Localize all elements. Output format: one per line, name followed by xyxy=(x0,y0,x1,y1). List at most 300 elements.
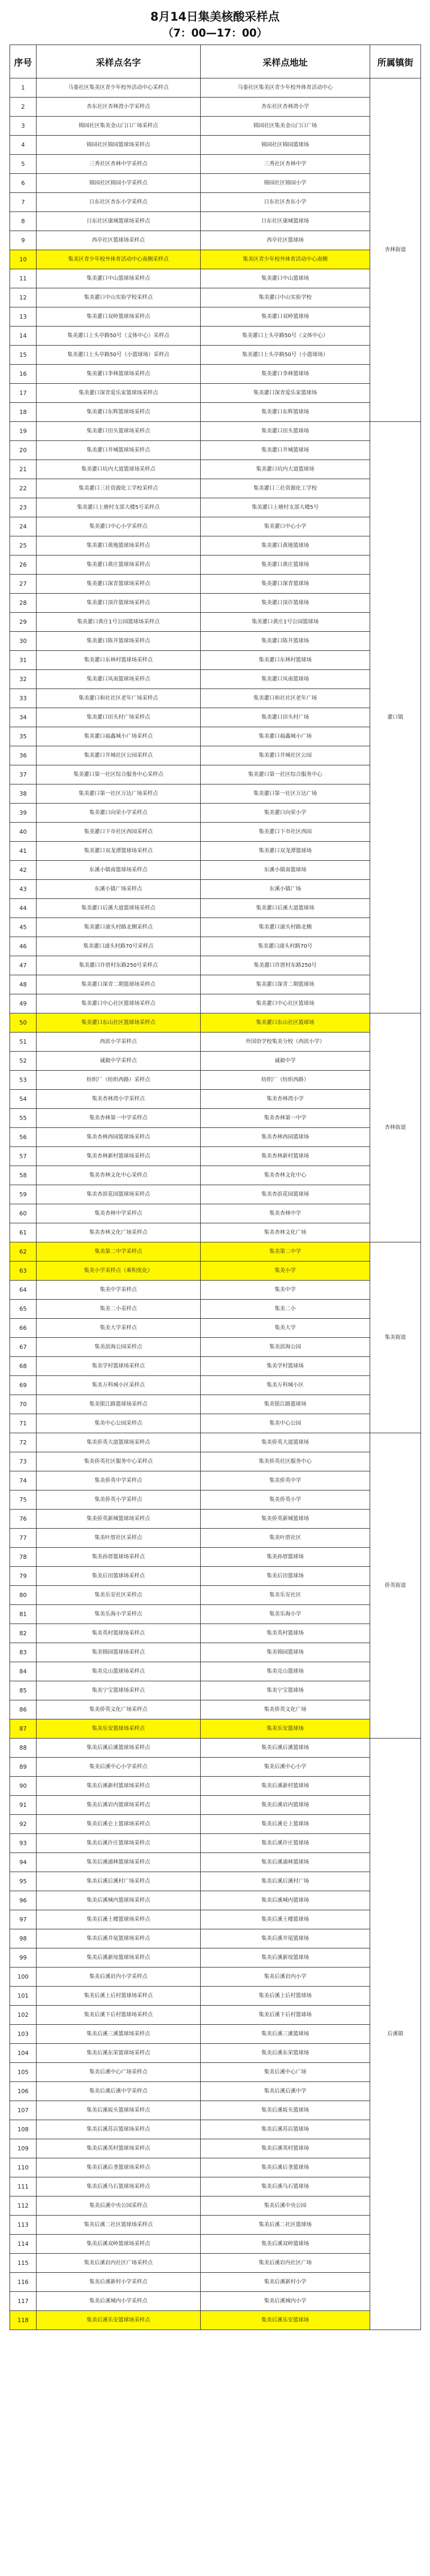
row-number: 92 xyxy=(10,1815,37,1834)
site-name: 集美灌口中心社区篮球场采样点 xyxy=(37,994,201,1013)
table-row xyxy=(10,632,421,651)
row-number: 84 xyxy=(10,1662,37,1681)
site-name: 集美灌口上头亭路50号（文体中心）采样点 xyxy=(37,327,201,346)
row-number: 100 xyxy=(10,1968,37,1987)
table-row xyxy=(10,536,421,555)
site-address: 集美杏林中学 xyxy=(201,1204,370,1223)
row-number: 52 xyxy=(10,1052,37,1071)
row-number: 90 xyxy=(10,1777,37,1796)
site-address: 集美乐安篮球场 xyxy=(201,1719,370,1739)
page-title: 8月14日集美核酸采样点 xyxy=(150,11,280,24)
row-number: 70 xyxy=(10,1395,37,1414)
table-row xyxy=(10,1052,421,1071)
table-row xyxy=(10,307,421,327)
table-row xyxy=(10,422,421,441)
site-address: 集美后溪岩内小学 xyxy=(201,1968,370,1987)
site-name: 集美滨海公园采样点 xyxy=(37,1338,201,1357)
site-name: 集美后溪坂头篮球场采样点 xyxy=(37,2101,201,2120)
table-row xyxy=(10,403,421,422)
site-address: 集美后溪中心广场 xyxy=(201,2063,370,2082)
table-row xyxy=(10,1033,421,1052)
site-name: 集美灌口顶许篮球场采样点 xyxy=(37,594,201,613)
site-address: 纺织厂（纺织西路） xyxy=(201,1071,370,1090)
site-name: 集美杏林文化广场采样点 xyxy=(37,1223,201,1242)
site-address: 集美后溪三溪篮球场 xyxy=(201,2025,370,2044)
site-name: 集美第二中学采样点 xyxy=(37,1242,201,1261)
town-cell: 灌口镇 xyxy=(370,422,421,1013)
site-address: 集美后溪苏店篮球场 xyxy=(201,2120,370,2139)
site-address: 集美后溪新垵篮球场 xyxy=(201,1948,370,1968)
row-number: 80 xyxy=(10,1586,37,1605)
table-row xyxy=(10,2063,421,2082)
row-number: 108 xyxy=(10,2120,37,2139)
table-row xyxy=(10,1433,421,1452)
row-number: 112 xyxy=(10,2196,37,2216)
site-address: 集美灌口田头村广场 xyxy=(201,708,370,727)
site-name: 集美灌口中山篮球场采样点 xyxy=(37,269,201,288)
site-address: 集美后溪岩内篮球场 xyxy=(201,1796,370,1815)
site-address: 集美灌口东山社区篮球场 xyxy=(201,1013,370,1033)
row-number: 109 xyxy=(10,2139,37,2158)
site-address: 诚毅中学 xyxy=(201,1052,370,1071)
table-row xyxy=(10,2177,421,2196)
row-number: 87 xyxy=(10,1719,37,1739)
row-number: 2 xyxy=(10,98,37,117)
row-number: 60 xyxy=(10,1204,37,1223)
site-name: 集美后溪苏店篮球场采样点 xyxy=(37,2120,201,2139)
site-address: 集美后溪后溪村广场 xyxy=(201,1872,370,1891)
site-address: 集美侨英社区服务中心 xyxy=(201,1452,370,1471)
row-number: 107 xyxy=(10,2101,37,2120)
site-name: 集美后溪三溪篮球场采样点 xyxy=(37,2025,201,2044)
site-name: 集美英村篮球场采样点 xyxy=(37,1624,201,1643)
row-number: 106 xyxy=(10,2082,37,2101)
table-row xyxy=(10,1185,421,1204)
table-row xyxy=(10,1510,421,1529)
table-row xyxy=(10,1204,421,1223)
table-row xyxy=(10,346,421,365)
row-number: 116 xyxy=(10,2273,37,2292)
table-row xyxy=(10,441,421,460)
site-name: 集美乐安篮球场采样点 xyxy=(37,1719,201,1739)
site-address: 集美侨英大道篮球场 xyxy=(201,1433,370,1452)
site-name: 集美杏林西园篮球场采样点 xyxy=(37,1128,201,1147)
row-number: 47 xyxy=(10,956,37,975)
row-number: 14 xyxy=(10,327,37,346)
row-number: 41 xyxy=(10,842,37,861)
site-address: 集美后溪后溪中学 xyxy=(201,2082,370,2101)
site-name: 集美灌口田头村广场采样点 xyxy=(37,708,201,727)
row-number: 114 xyxy=(10,2235,37,2254)
site-name: 集美乐安社区采样点 xyxy=(37,1586,201,1605)
site-name: 集美灌口双岭篮球场采样点 xyxy=(37,307,201,327)
site-address: 集美灌口深青篮球场 xyxy=(201,575,370,594)
site-name: 集美侨英社区服务中心采样点 xyxy=(37,1452,201,1471)
row-number: 98 xyxy=(10,1929,37,1948)
row-number: 79 xyxy=(10,1567,37,1586)
site-name: 日东社区杏东小学采样点 xyxy=(37,193,201,212)
row-number: 31 xyxy=(10,651,37,670)
row-number: 91 xyxy=(10,1796,37,1815)
site-address: 集美灌口黄庄篮球场 xyxy=(201,555,370,575)
site-name: 集美侨英大道篮球场采样点 xyxy=(37,1433,201,1452)
site-name: 杏东社区杏林湾小学采样点 xyxy=(37,98,201,117)
row-number: 44 xyxy=(10,899,37,918)
table-row xyxy=(10,613,421,632)
site-name: 集美后溪许庄篮球场采样点 xyxy=(37,1834,201,1853)
site-address: 集美灌口福鑫城小广场 xyxy=(201,727,370,746)
table-row xyxy=(10,2292,421,2311)
site-name: 集美杏滨花园篮球场采样点 xyxy=(37,1185,201,1204)
site-name: 集美后溪岩内小学采样点 xyxy=(37,1968,201,1987)
site-address: 集美后溪乌石篮球场 xyxy=(201,2177,370,2196)
row-number: 99 xyxy=(10,1948,37,1968)
site-address: 集美后溪井尾篮球场 xyxy=(201,1929,370,1948)
row-number: 85 xyxy=(10,1681,37,1700)
row-number: 88 xyxy=(10,1739,37,1758)
site-address: 集美叶厝社区 xyxy=(201,1529,370,1548)
site-name: 集美后溪中央公园采样点 xyxy=(37,2196,201,2216)
table-row xyxy=(10,269,421,288)
table-row xyxy=(10,880,421,899)
row-number: 73 xyxy=(10,1452,37,1471)
table-row xyxy=(10,1109,421,1128)
row-number: 118 xyxy=(10,2311,37,2330)
table-row xyxy=(10,1605,421,1624)
table-row xyxy=(10,1891,421,1910)
site-address: 集美后溪岩内社区广场 xyxy=(201,2254,370,2273)
site-address: 集美小学 xyxy=(201,1261,370,1281)
table-row xyxy=(10,1643,421,1662)
site-address: 集美灌口东辉篮球场 xyxy=(201,403,370,422)
row-number: 23 xyxy=(10,498,37,517)
site-address: 集美侨英小学 xyxy=(201,1490,370,1510)
site-name: 集美后溪新村篮球场采样点 xyxy=(37,1777,201,1796)
table-row xyxy=(10,899,421,918)
table-row xyxy=(10,78,421,98)
site-address: 马銮社区集美区青少年校外体育活动中心 xyxy=(201,78,370,98)
site-address: 集美后溪新村篮球场 xyxy=(201,1777,370,1796)
table-row xyxy=(10,555,421,575)
site-name: 集美后溪中心广场采样点 xyxy=(37,2063,201,2082)
site-name: 锦园社区锦园小学采样点 xyxy=(37,174,201,193)
table-row xyxy=(10,1700,421,1719)
site-name: 集美后溪岩内篮球场采样点 xyxy=(37,1796,201,1815)
site-address: 集美杏林西园篮球场 xyxy=(201,1128,370,1147)
row-number: 49 xyxy=(10,994,37,1013)
table-row xyxy=(10,975,421,994)
site-name: 集美侨英中学采样点 xyxy=(37,1471,201,1490)
site-name: 集美灌口上塘村支部大楼5号采样点 xyxy=(37,498,201,517)
site-name: 集美灌口福鑫城小广场采样点 xyxy=(37,727,201,746)
site-address: 集美侨英新城篮球场 xyxy=(201,1510,370,1529)
table-row xyxy=(10,1586,421,1605)
site-address: 集美后溪城内篮球场 xyxy=(201,1891,370,1910)
row-number: 55 xyxy=(10,1109,37,1128)
site-name: 集美灌口深青篮球场采样点 xyxy=(37,575,201,594)
table-row xyxy=(10,2196,421,2216)
site-address: 日东社区康城篮球场 xyxy=(201,212,370,231)
row-number: 4 xyxy=(10,136,37,155)
site-address: 集美灌口第一社区综合服务中心 xyxy=(201,765,370,784)
site-address: 集美后溪中心小学 xyxy=(201,1758,370,1777)
row-number: 26 xyxy=(10,555,37,575)
site-address: 集美侨英中学 xyxy=(201,1471,370,1490)
row-number: 8 xyxy=(10,212,37,231)
site-address: 集美灌口三社资源化工学校 xyxy=(201,479,370,498)
row-number: 45 xyxy=(10,918,37,937)
site-name: 集美灌口东山社区篮球场采样点 xyxy=(37,1013,201,1033)
site-address: 集美学村篮球场 xyxy=(201,1357,370,1376)
site-name: 集美杏林中学采样点 xyxy=(37,1204,201,1223)
table-row xyxy=(10,1529,421,1548)
site-name: 集美后溪乐安篮球场采样点 xyxy=(37,2311,201,2330)
site-address: 锦园社区锦园小学 xyxy=(201,174,370,193)
row-number: 17 xyxy=(10,384,37,403)
row-number: 103 xyxy=(10,2025,37,2044)
site-address: 集美后溪土楼篮球场 xyxy=(201,1910,370,1929)
row-number: 13 xyxy=(10,307,37,327)
site-name: 集美灌口深青爱乐家篮球场采样点 xyxy=(37,384,201,403)
site-address: 集美区青少年校外体育活动中心南侧 xyxy=(201,250,370,269)
site-address: 集美灌口双岭篮球场 xyxy=(201,307,370,327)
site-name: 集美后溪英村篮球场采样点 xyxy=(37,2139,201,2158)
table-row xyxy=(10,1681,421,1700)
row-number: 64 xyxy=(10,1281,37,1300)
site-name: 集美灌口陈井篮球场采样点 xyxy=(37,632,201,651)
table-row xyxy=(10,1662,421,1681)
site-name: 诚毅中学采样点 xyxy=(37,1052,201,1071)
row-number: 1 xyxy=(10,78,37,98)
site-name: 集美二小采样点 xyxy=(37,1300,201,1319)
site-address: 东溪小镇广场 xyxy=(201,880,370,899)
row-number: 66 xyxy=(10,1319,37,1338)
site-address: 集美灌口许厝村东路250号 xyxy=(201,956,370,975)
site-address: 外国语学校集美分校（西滨小学） xyxy=(201,1033,370,1052)
site-name: 集美灌口第一社区综合服务中心采样点 xyxy=(37,765,201,784)
site-name: 三秀社区杏林中学采样点 xyxy=(37,155,201,174)
row-number: 115 xyxy=(10,2254,37,2273)
col-header-no: 序号 xyxy=(10,45,37,78)
site-name: 集美侨英新城篮球场采样点 xyxy=(37,1510,201,1529)
site-name: 日东社区康城篮球场采样点 xyxy=(37,212,201,231)
site-address: 集美后溪后溪篮球场 xyxy=(201,1739,370,1758)
site-name: 集美中心公园采样点 xyxy=(37,1414,201,1433)
site-name: 锦园社区锦园篮球场采样点 xyxy=(37,136,201,155)
site-name: 集美灌口深青二期篮球场采样点 xyxy=(37,975,201,994)
row-number: 104 xyxy=(10,2044,37,2063)
table-row xyxy=(10,174,421,193)
row-number: 7 xyxy=(10,193,37,212)
site-address: 集美灌口田头篮球场 xyxy=(201,422,370,441)
table-row xyxy=(10,1834,421,1853)
table-row xyxy=(10,1968,421,1987)
site-address: 集美杏滨花园篮球场 xyxy=(201,1185,370,1204)
site-name: 集美灌口中山实验学校采样点 xyxy=(37,288,201,307)
site-address: 集美后溪中央公园 xyxy=(201,2196,370,2216)
table-row xyxy=(10,1929,421,1948)
table-row xyxy=(10,288,421,307)
row-number: 89 xyxy=(10,1758,37,1777)
row-number: 25 xyxy=(10,536,37,555)
row-number: 20 xyxy=(10,441,37,460)
table-row xyxy=(10,670,421,689)
site-name: 集美灌口许厝村东路250号采样点 xyxy=(37,956,201,975)
row-number: 96 xyxy=(10,1891,37,1910)
site-address: 集美杏林新村篮球场 xyxy=(201,1147,370,1166)
town-cell: 集美街道 xyxy=(370,1242,421,1433)
table-row xyxy=(10,2006,421,2025)
site-address: 集美灌口陈井篮球场 xyxy=(201,632,370,651)
row-number: 82 xyxy=(10,1624,37,1643)
table-row xyxy=(10,1414,421,1433)
site-name: 集美后溪仑上篮球场采样点 xyxy=(37,1815,201,1834)
table-row xyxy=(10,1090,421,1109)
table-row xyxy=(10,1261,421,1281)
table-row xyxy=(10,1147,421,1166)
row-number: 69 xyxy=(10,1376,37,1395)
table-row xyxy=(10,1948,421,1968)
table-row xyxy=(10,1281,421,1300)
site-name: 集美灌口后溪大道篮球场采样点 xyxy=(37,899,201,918)
site-address: 集美后溪英村篮球场 xyxy=(201,2139,370,2158)
row-number: 5 xyxy=(10,155,37,174)
site-address: 集美中学 xyxy=(201,1281,370,1300)
row-number: 19 xyxy=(10,422,37,441)
table-row xyxy=(10,365,421,384)
site-address: 集美中心公园 xyxy=(201,1414,370,1433)
row-number: 111 xyxy=(10,2177,37,2196)
row-number: 38 xyxy=(10,784,37,804)
site-name: 集美后溪新村小学采样点 xyxy=(37,2273,201,2292)
site-address: 集美后溪后垄篮球场 xyxy=(201,2158,370,2177)
site-address: 西亭社区篮球场 xyxy=(201,231,370,250)
site-address: 集美灌口双龙潭篮球场 xyxy=(201,842,370,861)
table-row xyxy=(10,1853,421,1872)
table-row xyxy=(10,842,421,861)
table-row xyxy=(10,594,421,613)
site-address: 集美灌口中心社区篮球场 xyxy=(201,994,370,1013)
row-number: 39 xyxy=(10,804,37,823)
site-address: 集美灌口黄地篮球场 xyxy=(201,536,370,555)
site-name: 集美银江路篮球场采样点 xyxy=(37,1395,201,1414)
site-name: 集美后溪浦林篮球场采样点 xyxy=(37,1853,201,1872)
row-number: 102 xyxy=(10,2006,37,2025)
site-address: 集美灌口下市社区西园 xyxy=(201,823,370,842)
table-row xyxy=(10,2311,421,2330)
row-number: 63 xyxy=(10,1261,37,1281)
site-name: 东溪小镇南篮球场采样点 xyxy=(37,861,201,880)
site-address: 集美孙厝篮球场 xyxy=(201,1548,370,1567)
row-number: 24 xyxy=(10,517,37,536)
table-row xyxy=(10,1376,421,1395)
site-name: 集美大学采样点 xyxy=(37,1319,201,1338)
site-name: 集美灌口东辉篮球场采样点 xyxy=(37,403,201,422)
site-name: 集美灌口李林篮球场采样点 xyxy=(37,365,201,384)
table-row xyxy=(10,1223,421,1242)
row-number: 97 xyxy=(10,1910,37,1929)
row-number: 53 xyxy=(10,1071,37,1090)
table-row xyxy=(10,1452,421,1471)
site-name: 集美后溪二社区篮球场采样点 xyxy=(37,2216,201,2235)
row-number: 81 xyxy=(10,1605,37,1624)
table-row xyxy=(10,2158,421,2177)
row-number: 15 xyxy=(10,346,37,365)
table-row xyxy=(10,746,421,765)
site-name: 马銮社区集美区青少年校外活动中心采样点 xyxy=(37,78,201,98)
site-address: 锦园社区集美金山门口广场 xyxy=(201,117,370,136)
site-name: 集美后溪上后村篮球场采样点 xyxy=(37,1987,201,2006)
row-number: 86 xyxy=(10,1700,37,1719)
site-address: 集美后溪浦林篮球场 xyxy=(201,1853,370,1872)
site-name: 集美灌口黄庄篮球场采样点 xyxy=(37,555,201,575)
site-address: 集美滨海公园 xyxy=(201,1338,370,1357)
town-cell: 杏林街道 xyxy=(370,1013,421,1242)
site-address: 集美杏林湾小学 xyxy=(201,1090,370,1109)
site-name: 集美后溪中心小学采样点 xyxy=(37,1758,201,1777)
row-number: 40 xyxy=(10,823,37,842)
site-address: 集美后溪上后村篮球场 xyxy=(201,1987,370,2006)
site-address: 集美灌口井城篮球场 xyxy=(201,441,370,460)
table-row xyxy=(10,2101,421,2120)
row-number: 93 xyxy=(10,1834,37,1853)
site-name: 集美叶厝社区采样点 xyxy=(37,1529,201,1548)
table-row xyxy=(10,1128,421,1147)
town-cell: 侨英街道 xyxy=(370,1433,421,1739)
site-address: 集美灌口后溪大道篮球场 xyxy=(201,899,370,918)
site-name: 集美后溪城内篮球场采样点 xyxy=(37,1891,201,1910)
table-row xyxy=(10,937,421,956)
site-name: 西亭社区篮球场采样点 xyxy=(37,231,201,250)
table-row xyxy=(10,2216,421,2235)
site-address: 集美灌口东林村篮球场 xyxy=(201,651,370,670)
table-row xyxy=(10,117,421,136)
site-name: 集美灌口坑内大道篮球场采样点 xyxy=(37,460,201,479)
site-name: 锦园社区集美金山门口广场采样点 xyxy=(37,117,201,136)
site-name: 集美杏林新村篮球场采样点 xyxy=(37,1147,201,1166)
site-name: 集美乐海小学采样点 xyxy=(37,1605,201,1624)
row-number: 11 xyxy=(10,269,37,288)
row-number: 43 xyxy=(10,880,37,899)
site-name: 集美后溪后溪篮球场采样点 xyxy=(37,1739,201,1758)
site-address: 集美灌口浦头村路70号 xyxy=(201,937,370,956)
row-number: 94 xyxy=(10,1853,37,1872)
table-row xyxy=(10,2235,421,2254)
table-row xyxy=(10,1910,421,1929)
site-address: 集美后溪二社区篮球场 xyxy=(201,2216,370,2235)
row-number: 36 xyxy=(10,746,37,765)
row-number: 62 xyxy=(10,1242,37,1261)
site-name: 集美灌口下市社区西园采样点 xyxy=(37,823,201,842)
table-row xyxy=(10,1872,421,1891)
site-name: 集美灌口凤南篮球场采样点 xyxy=(37,670,201,689)
site-name: 集美灌口黄地篮球场采样点 xyxy=(37,536,201,555)
site-name: 集美杏林湾小学采样点 xyxy=(37,1090,201,1109)
table-row xyxy=(10,212,421,231)
site-name: 东溪小镇广场采样点 xyxy=(37,880,201,899)
site-name: 集美后溪乌石篮球场采样点 xyxy=(37,2177,201,2196)
table-row xyxy=(10,1815,421,1834)
row-number: 56 xyxy=(10,1128,37,1147)
col-header-address: 采样点地址 xyxy=(201,45,370,78)
site-name: 集美后溪城内小学采样点 xyxy=(37,2292,201,2311)
site-address: 集美灌口中心小学 xyxy=(201,517,370,536)
table-row xyxy=(10,651,421,670)
table-row xyxy=(10,193,421,212)
site-address: 东溪小镇南篮球场 xyxy=(201,861,370,880)
site-name: 集美区青少年校外体育活动中心南侧采样点 xyxy=(37,250,201,269)
table-row xyxy=(10,918,421,937)
